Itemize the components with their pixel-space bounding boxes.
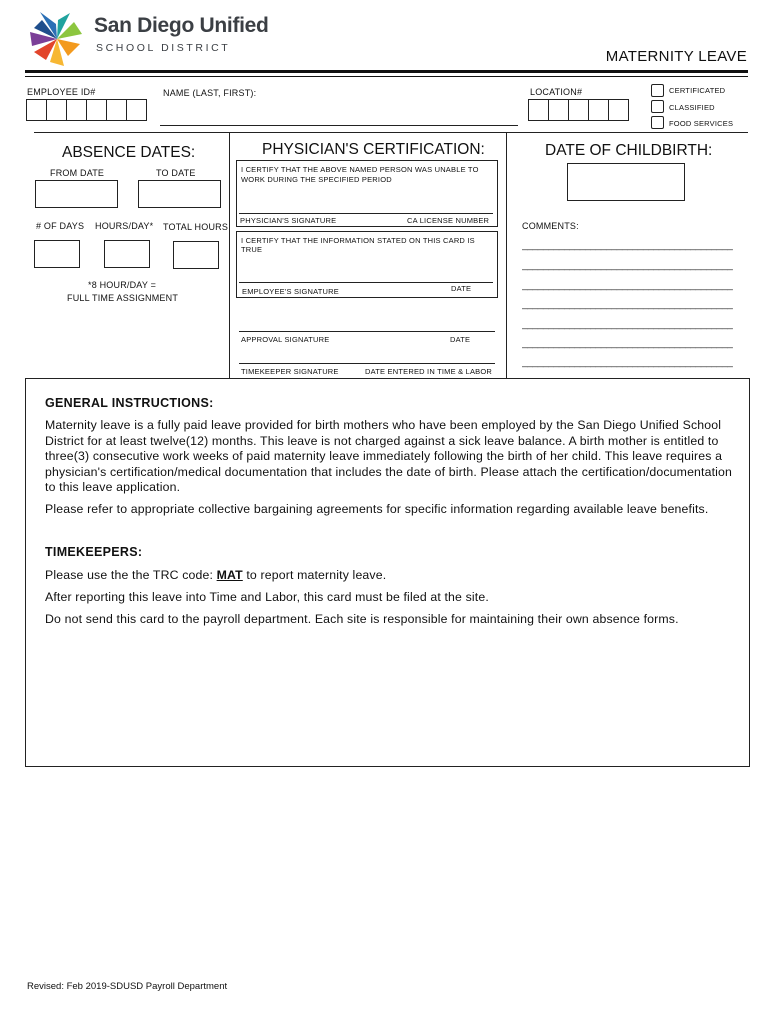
comment-line[interactable]: ________________________________________ bbox=[522, 357, 733, 368]
approval-date-label: DATE bbox=[450, 335, 471, 344]
org-subtitle: SCHOOL DISTRICT bbox=[96, 42, 231, 54]
physician-cert-box bbox=[236, 160, 498, 227]
trc-post-text: to report maternity leave. bbox=[242, 568, 387, 582]
certificated-label: CERTIFICATED bbox=[669, 86, 726, 95]
timekeeper-line-2: After reporting this leave into Time and Labor, this card must be filed at the site. bbox=[45, 590, 489, 604]
timekeeper-signature-line[interactable] bbox=[239, 363, 495, 364]
comments-label: COMMENTS: bbox=[522, 221, 579, 231]
to-date-input[interactable] bbox=[138, 180, 221, 208]
comment-line[interactable]: ________________________________________ bbox=[522, 319, 733, 330]
header-rule bbox=[25, 70, 748, 73]
timekeeper-line-1 bbox=[45, 568, 745, 584]
revised-footer: Revised: Feb 2019-SDUSD Payroll Department bbox=[27, 981, 228, 992]
location-label: LOCATION# bbox=[530, 87, 583, 97]
physician-cert-text: I CERTIFY THAT THE ABOVE NAMED PERSON WAS UNABLE TO WORK DURING THE SPECIFIED PERIOD bbox=[241, 165, 479, 184]
employee-id-label: EMPLOYEE ID# bbox=[27, 87, 96, 97]
employee-cert-text: I CERTIFY THAT THE INFORMATION STATED ON THIS CARD IS TRUE bbox=[241, 236, 475, 254]
form-title: MATERNITY LEAVE bbox=[605, 48, 747, 65]
top-fields-rule bbox=[34, 132, 748, 133]
name-input-line[interactable] bbox=[160, 125, 518, 126]
total-hours-input[interactable] bbox=[173, 241, 219, 269]
hours-day-input[interactable] bbox=[104, 240, 150, 268]
org-name: San Diego Unified bbox=[94, 14, 269, 37]
date-entered-label: DATE ENTERED IN TIME & LABOR bbox=[365, 367, 493, 376]
trc-code: MAT bbox=[216, 568, 243, 582]
employee-id-boxes[interactable] bbox=[26, 99, 148, 123]
hour-note-line1: *8 HOUR/DAY = bbox=[88, 280, 157, 290]
location-boxes[interactable] bbox=[528, 99, 646, 123]
comment-line[interactable]: ________________________________________ bbox=[522, 280, 733, 291]
starburst-logo-icon bbox=[30, 10, 84, 68]
general-instructions-heading: GENERAL INSTRUCTIONS: bbox=[45, 396, 214, 410]
comment-line[interactable]: ________________________________________ bbox=[522, 260, 733, 271]
hour-note-line2: FULL TIME ASSIGNMENT bbox=[67, 293, 179, 303]
food-services-label: FOOD SERVICES bbox=[669, 119, 734, 128]
column-divider-left bbox=[229, 132, 230, 379]
days-label: # OF DAYS bbox=[36, 221, 85, 231]
employee-date-label: DATE bbox=[451, 284, 472, 293]
physician-signature-line[interactable] bbox=[239, 213, 493, 214]
comment-line[interactable]: ________________________________________ bbox=[522, 338, 733, 349]
column-divider-right bbox=[506, 132, 507, 379]
header-rule-thin bbox=[25, 76, 748, 77]
comment-line[interactable]: ________________________________________ bbox=[522, 240, 733, 251]
approval-signature-label: APPROVAL SIGNATURE bbox=[241, 335, 330, 344]
comment-line[interactable]: ________________________________________ bbox=[522, 299, 733, 310]
name-label: NAME (LAST, FIRST): bbox=[163, 88, 257, 98]
employee-signature-line[interactable] bbox=[239, 282, 493, 283]
district-logo bbox=[30, 10, 270, 68]
timekeeper-line-3: Do not send this card to the payroll department. Each site is responsible for maintaining their own absence forms. bbox=[45, 612, 679, 626]
childbirth-title: DATE OF CHILDBIRTH: bbox=[545, 142, 713, 159]
license-number-label: CA LICENSE NUMBER bbox=[407, 216, 490, 225]
instructions-box bbox=[25, 378, 750, 767]
physician-signature-label: PHYSICIAN'S SIGNATURE bbox=[240, 216, 337, 225]
certificated-checkbox[interactable] bbox=[651, 84, 664, 97]
general-instructions-para1: Maternity leave is a fully paid leave provided for birth mothers who have been employed by the San Diego Unified School District for at least twelve(12) months. This leave is not charged against a sick leave balance. A birth mother is entitled to three(3) consecutive work weeks of paid maternity leave immediately following the birth of her child. This leave requires a physician's certification/medical documentation that includes the date of birth. Please attach the certification/documentation to this leave application. bbox=[45, 418, 733, 495]
from-date-input[interactable] bbox=[35, 180, 118, 208]
total-hours-label: TOTAL HOURS bbox=[163, 222, 229, 232]
timekeepers-heading: TIMEKEEPERS: bbox=[45, 545, 143, 559]
from-date-label: FROM DATE bbox=[50, 168, 105, 178]
childbirth-date-input[interactable] bbox=[567, 163, 685, 201]
trc-pre-text: Please use the the TRC code: bbox=[45, 568, 217, 582]
food-services-checkbox[interactable] bbox=[651, 116, 664, 129]
absence-dates-title: ABSENCE DATES: bbox=[62, 144, 196, 161]
employee-signature-label: EMPLOYEE'S SIGNATURE bbox=[242, 287, 339, 296]
hours-day-label: HOURS/DAY* bbox=[95, 221, 154, 231]
timekeeper-signature-label: TIMEKEEPER SIGNATURE bbox=[241, 367, 339, 376]
physician-cert-title: PHYSICIAN'S CERTIFICATION: bbox=[262, 141, 485, 158]
approval-signature-line[interactable] bbox=[239, 331, 495, 332]
days-input[interactable] bbox=[34, 240, 80, 268]
classified-label: CLASSIFIED bbox=[669, 103, 715, 112]
to-date-label: TO DATE bbox=[156, 168, 196, 178]
employee-cert-box bbox=[236, 231, 498, 298]
classified-checkbox[interactable] bbox=[651, 100, 664, 113]
general-instructions-para2: Please refer to appropriate collective bargaining agreements for specific information regarding available leave benefits. bbox=[45, 502, 709, 516]
